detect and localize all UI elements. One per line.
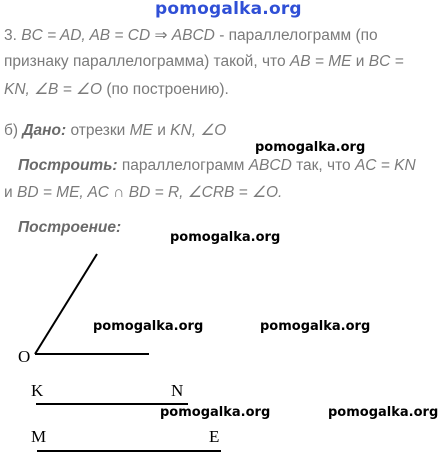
watermark-top: pomogalka.org	[155, 0, 302, 19]
watermark: pomogalka.org	[328, 405, 439, 420]
point-label-k: K	[31, 381, 44, 400]
watermark: pomogalka.org	[93, 319, 204, 334]
watermark: pomogalka.org	[255, 140, 366, 155]
watermark: pomogalka.org	[160, 405, 271, 420]
watermark: pomogalka.org	[170, 230, 281, 245]
construct-line2: и BD = ME, AC ∩ BD = R, ∠CRB = ∠O.	[4, 184, 283, 201]
angle-ray-upper	[35, 254, 97, 354]
construction-heading: Построение:	[18, 219, 122, 236]
watermark: pomogalka.org	[260, 319, 371, 334]
part3-line2: признаку параллелограмма) такой, что AB = ME и BC =	[4, 53, 404, 70]
part3-line3: KN, ∠B = ∠O (по построению).	[4, 81, 229, 98]
point-label-m: M	[31, 427, 47, 446]
given-line: б) Дано: отрезки ME и KN, ∠O	[4, 122, 227, 139]
construct-line1: Построить: параллелограмм ABCD так, что AC = KN	[18, 157, 416, 174]
point-label-n: N	[171, 381, 184, 400]
point-label-o: O	[18, 347, 31, 366]
part3-line1: 3. BC = AD, AB = CD ⇒ ABCD - параллелограмм (по	[4, 27, 378, 44]
point-label-e: E	[209, 427, 220, 446]
